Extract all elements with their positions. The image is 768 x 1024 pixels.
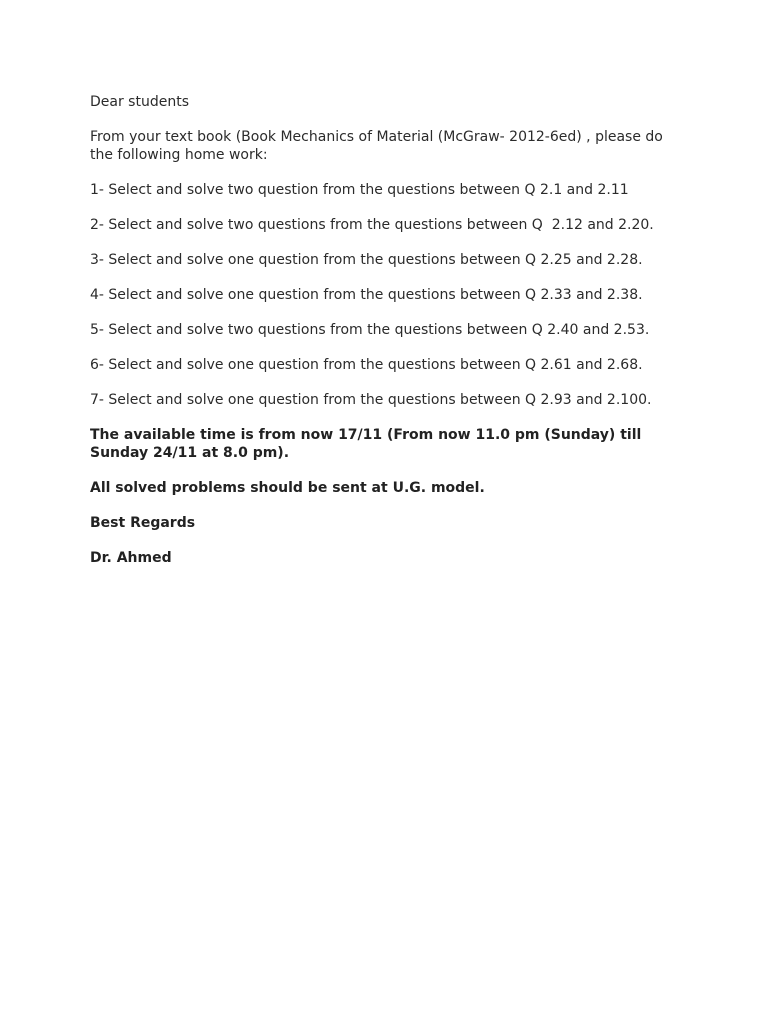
homework-item: 6- Select and solve one question from the questions between Q 2.61 and 2.68. (90, 357, 643, 373)
intro-paragraph: From your text book (Book Mechanics of Material (McGraw- 2012-6ed) , please do the following home work: (90, 129, 668, 163)
homework-item: 2- Select and solve two questions from the questions between Q 2.12 and 2.20. (90, 217, 654, 233)
submission-note: All solved problems should be sent at U.G. model. (90, 480, 485, 496)
homework-item: 7- Select and solve one question from the questions between Q 2.93 and 2.100. (90, 392, 652, 408)
document-body (90, 93, 690, 584)
greeting: Dear students (90, 94, 189, 110)
homework-item: 3- Select and solve one question from the questions between Q 2.25 and 2.28. (90, 252, 643, 268)
homework-item: 4- Select and solve one question from the questions between Q 2.33 and 2.38. (90, 287, 643, 303)
closing: Best Regards (90, 515, 196, 531)
signature: Dr. Ahmed (90, 550, 172, 566)
homework-item: 5- Select and solve two questions from the questions between Q 2.40 and 2.53. (90, 322, 650, 338)
deadline-notice: The available time is from now 17/11 (From now 11.0 pm (Sunday) till Sunday 24/11 at 8.0 pm). (90, 427, 647, 461)
homework-item: 1- Select and solve two question from the questions between Q 2.1 and 2.11 (90, 182, 629, 198)
